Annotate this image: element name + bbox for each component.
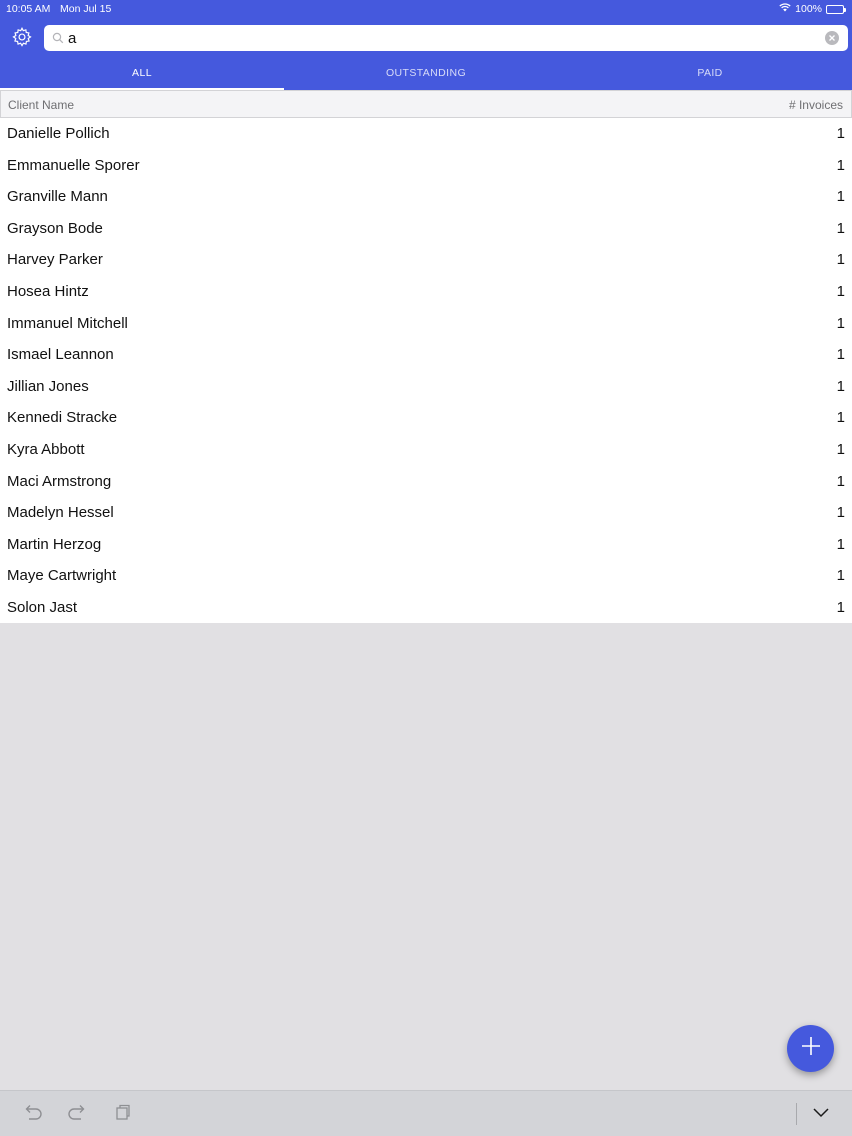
invoice-count: 1	[836, 125, 845, 142]
battery-icon	[826, 5, 844, 14]
invoice-count: 1	[836, 156, 845, 174]
column-invoice-count[interactable]: # Invoices	[788, 98, 843, 112]
client-name: Kyra Abbott	[7, 440, 85, 458]
settings-button[interactable]	[11, 28, 33, 50]
table-row[interactable]	[0, 150, 852, 182]
header-bar	[0, 0, 852, 90]
invoice-count: 1	[836, 282, 845, 300]
undo-button[interactable]	[22, 1103, 44, 1125]
invoice-count: 1	[836, 188, 845, 206]
table-row[interactable]	[0, 213, 852, 245]
battery-percent: 100%	[795, 3, 822, 15]
client-name: Immanuel Mitchell	[7, 314, 128, 332]
status-time: 10:05 AM	[6, 3, 51, 15]
client-name: Martin Herzog	[7, 535, 102, 553]
invoice-count: 1	[836, 535, 845, 553]
tab-all[interactable]: ALL	[0, 58, 284, 90]
search-icon	[52, 31, 64, 49]
search-input[interactable]	[68, 27, 828, 49]
redo-button[interactable]	[66, 1103, 88, 1125]
table-row[interactable]	[0, 592, 852, 624]
client-list	[0, 118, 852, 623]
status-bar	[0, 0, 852, 18]
client-name: Ismael Leannon	[7, 346, 114, 364]
invoice-count: 1	[836, 377, 845, 395]
client-name: Solon Jast	[7, 598, 78, 616]
plus-icon	[800, 1035, 822, 1062]
filter-tabs	[0, 58, 852, 90]
paste-button[interactable]	[112, 1103, 134, 1125]
invoice-count: 1	[836, 219, 845, 237]
table-row[interactable]	[0, 339, 852, 371]
invoice-count: 1	[836, 346, 845, 364]
chevron-down-icon	[812, 1105, 830, 1123]
client-name: Granville Mann	[7, 188, 108, 206]
client-name: Madelyn Hessel	[7, 504, 114, 522]
table-row[interactable]	[0, 529, 852, 561]
wifi-icon	[779, 3, 791, 15]
table-row[interactable]	[0, 118, 852, 150]
column-client-name[interactable]: Client Name	[8, 98, 75, 112]
status-indicators	[779, 3, 844, 15]
status-date: Mon Jul 15	[60, 3, 112, 15]
client-name: Kennedi Stracke	[7, 409, 118, 427]
client-name: Maye Cartwright	[7, 567, 117, 585]
client-name: Grayson Bode	[7, 219, 103, 237]
table-row[interactable]	[0, 308, 852, 340]
client-name: Emmanuelle Sporer	[7, 156, 140, 174]
invoice-count: 1	[836, 472, 845, 490]
invoice-count: 1	[836, 567, 845, 585]
table-row[interactable]	[0, 497, 852, 529]
invoice-count: 1	[836, 504, 845, 522]
clipboard-icon	[114, 1103, 132, 1126]
clear-search-button[interactable]	[825, 31, 839, 45]
undo-icon	[23, 1103, 43, 1126]
client-name: Jillian Jones	[7, 377, 89, 395]
table-row[interactable]	[0, 244, 852, 276]
gear-icon	[11, 26, 33, 53]
client-name: Harvey Parker	[7, 251, 103, 269]
tab-outstanding[interactable]: OUTSTANDING	[385, 67, 467, 79]
redo-icon	[67, 1103, 87, 1126]
toolbar-divider	[796, 1103, 797, 1125]
invoice-count: 1	[836, 251, 845, 269]
search-box	[44, 25, 848, 51]
table-row[interactable]	[0, 371, 852, 403]
invoice-count: 1	[836, 598, 845, 616]
table-row[interactable]	[0, 402, 852, 434]
table-row[interactable]	[0, 434, 852, 466]
client-name: Maci Armstrong	[7, 472, 112, 490]
table-header	[0, 90, 852, 118]
clear-icon	[828, 29, 836, 47]
table-row[interactable]	[0, 466, 852, 498]
client-name: Hosea Hintz	[7, 282, 89, 300]
table-row[interactable]	[0, 276, 852, 308]
tab-paid[interactable]: PAID	[697, 67, 723, 79]
add-invoice-button[interactable]	[787, 1025, 834, 1072]
dismiss-keyboard-button[interactable]	[810, 1103, 832, 1125]
table-row[interactable]	[0, 560, 852, 592]
keyboard-shortcut-bar	[0, 1090, 852, 1136]
invoice-count: 1	[836, 409, 845, 427]
client-name: Danielle Pollich	[7, 125, 110, 142]
table-row[interactable]	[0, 181, 852, 213]
invoice-count: 1	[836, 440, 845, 458]
invoice-count: 1	[836, 314, 845, 332]
